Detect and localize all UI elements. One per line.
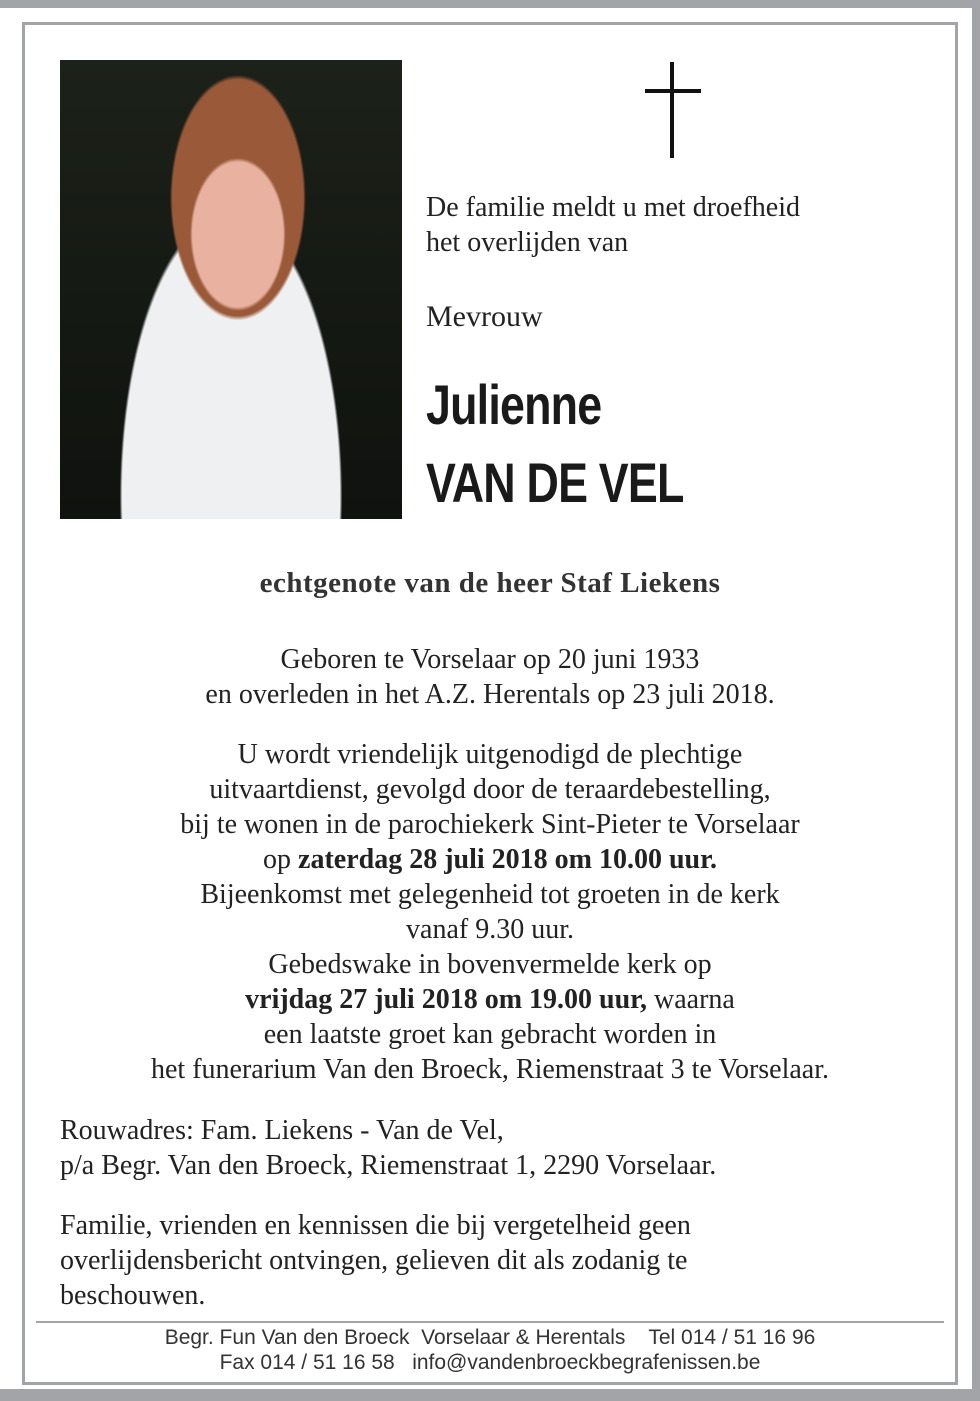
service-line xyxy=(0,842,980,877)
address-line: p/a Begr. Van den Broeck, Riemenstraat 1, 2290 Vorselaar. xyxy=(60,1150,717,1181)
divider xyxy=(36,1321,944,1323)
footer-line: Fax 014 / 51 16 58 info@vandenbroeckbegrafenissen.be xyxy=(219,1351,761,1374)
portrait-photo xyxy=(60,60,402,519)
intro-line: De familie meldt u met droefheid xyxy=(426,192,800,223)
service-line: Bijeenkomst met gelegenheid tot groeten in de kerk xyxy=(200,879,780,910)
funeral-date: zaterdag 28 juli 2018 om 10.00 uur. xyxy=(298,844,717,875)
service-line: uitvaartdienst, gevolgd door de teraardebestelling, xyxy=(209,774,771,805)
intro-line: het overlijden van xyxy=(426,227,629,258)
title: Mevrouw xyxy=(426,300,543,333)
service-line: U wordt vriendelijk uitgenodigd de plechtige xyxy=(237,739,743,770)
service-line: Gebedswake in bovenvermelde kerk op xyxy=(268,949,712,980)
text: op xyxy=(263,844,299,875)
first-name: Julienne xyxy=(426,373,602,436)
service-line: vanaf 9.30 uur. xyxy=(406,914,574,945)
service-line: het funerarium Van den Broeck, Riemenstraat 3 te Vorselaar. xyxy=(150,1054,829,1085)
notice-line: beschouwen. xyxy=(60,1280,206,1311)
service-line: bij te wonen in de parochiekerk Sint-Pieter te Vorselaar xyxy=(180,809,800,840)
spouse: echtgenote van de heer Staf Liekens xyxy=(259,567,721,599)
last-name: VAN DE VEL xyxy=(426,451,684,514)
vigil-date: vrijdag 27 juli 2018 om 19.00 uur, xyxy=(245,984,648,1015)
service-line: een laatste groet kan gebracht worden in xyxy=(263,1019,717,1050)
notice-line: overlijdensbericht ontvingen, gelieven dit als zodanig te xyxy=(60,1245,688,1276)
text: waarna xyxy=(647,984,735,1015)
birth-line: Geboren te Vorselaar op 20 juni 1933 xyxy=(280,644,700,675)
address-line: Rouwadres: Fam. Liekens - Van de Vel, xyxy=(60,1115,504,1146)
footer-line: Begr. Fun Van den Broeck Vorselaar & Herentals Tel 014 / 51 16 96 xyxy=(164,1326,816,1349)
cross-icon xyxy=(645,62,701,158)
death-line: en overleden in het A.Z. Herentals op 23 juli 2018. xyxy=(205,679,775,710)
service-line xyxy=(0,982,980,1017)
notice-line: Familie, vrienden en kennissen die bij vergetelheid geen xyxy=(60,1210,691,1241)
